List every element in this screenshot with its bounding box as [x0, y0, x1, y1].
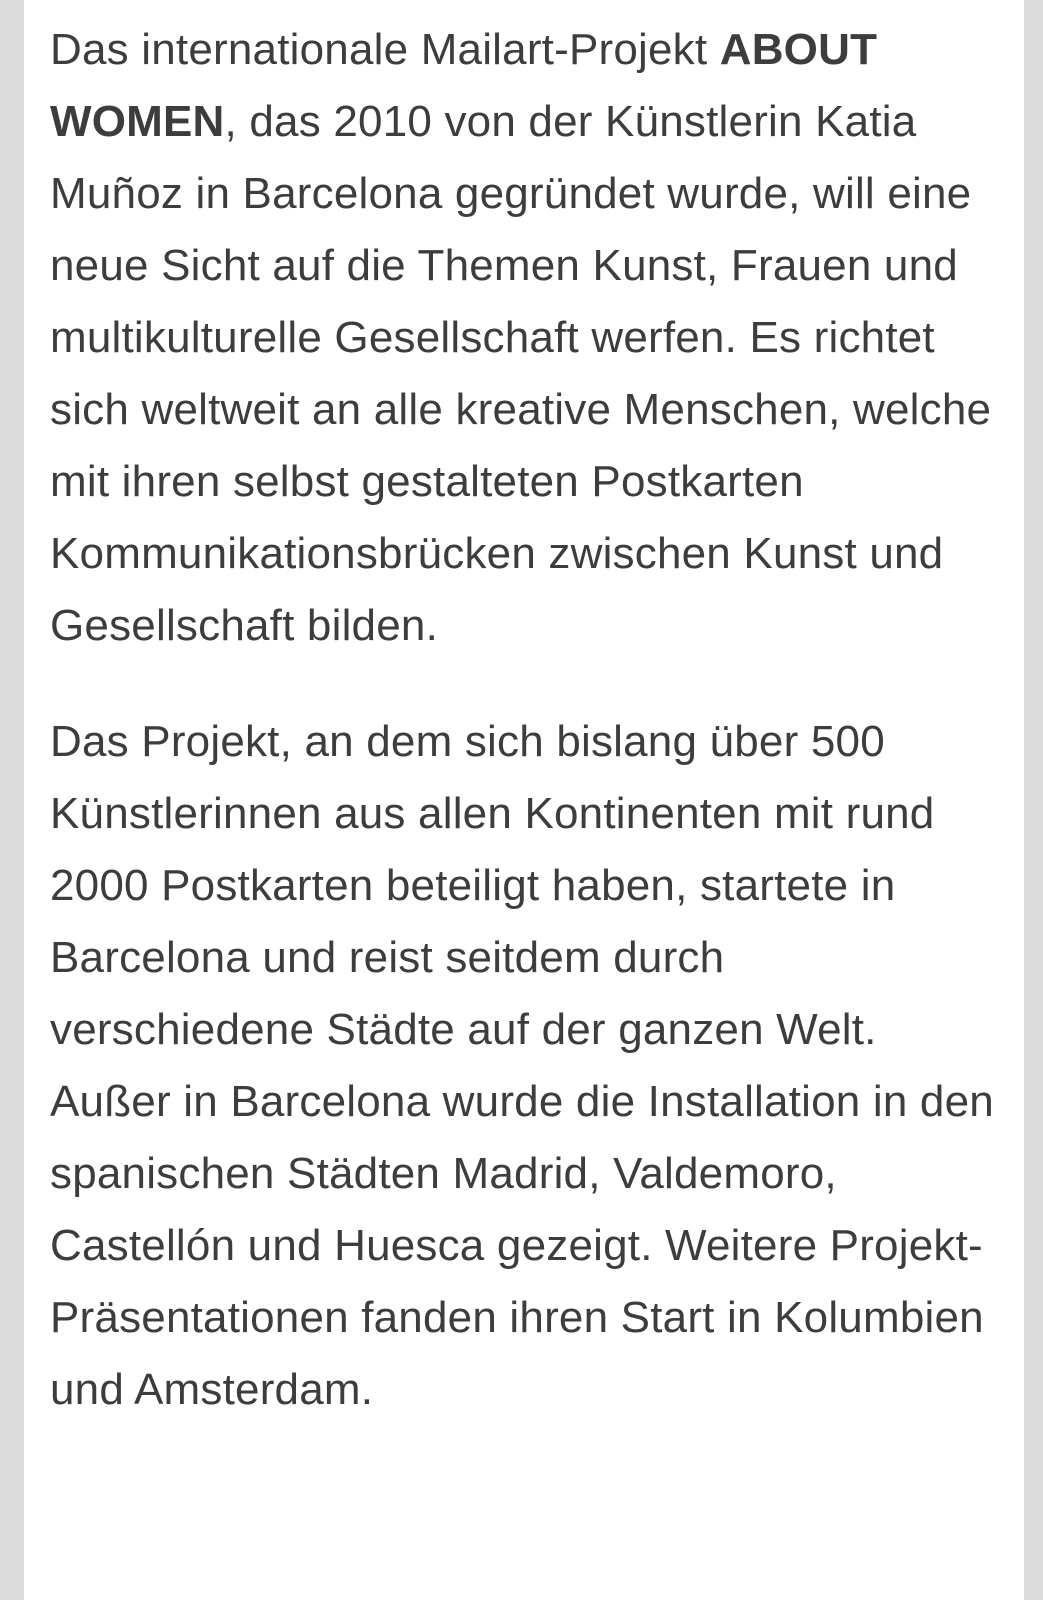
article-body: [50, 14, 995, 1426]
paragraph-intro-lead: Das internationale Mailart-Projekt: [50, 25, 720, 74]
article-card: [24, 0, 1024, 1600]
project-name: ABOUT WOMEN: [50, 25, 878, 146]
paragraph-intro-text: , das 2010 von der Künstlerin Katia Muñoz in Barcelona gegründet wurde, will eine neue Sicht auf die Themen Kunst, Frauen und multikulturelle Gesellschaft werfen. Es richtet sich weltweit an alle kreative Menschen, welche mit ihren selbst gestalteten Postkarten Kommunikationsbrücken zwischen Kunst und Gesellschaft bilden.: [50, 97, 992, 650]
paragraph-project-history: Das Projekt, an dem sich bislang über 500 Künstlerinnen aus allen Kontinenten mit rund 2000 Postkarten beteiligt haben, startete in Barcelona und reist seitdem durch verschiedene Städte auf der ganzen Welt. Außer in Barcelona wurde die Installation in den spanischen Städten Madrid, Valdemoro, Castellón und Huesca gezeigt. Weitere Projekt-Präsentationen fanden ihren Start in Kolumbien und Amsterdam.: [50, 717, 994, 1414]
paragraph-intro: [50, 14, 995, 662]
